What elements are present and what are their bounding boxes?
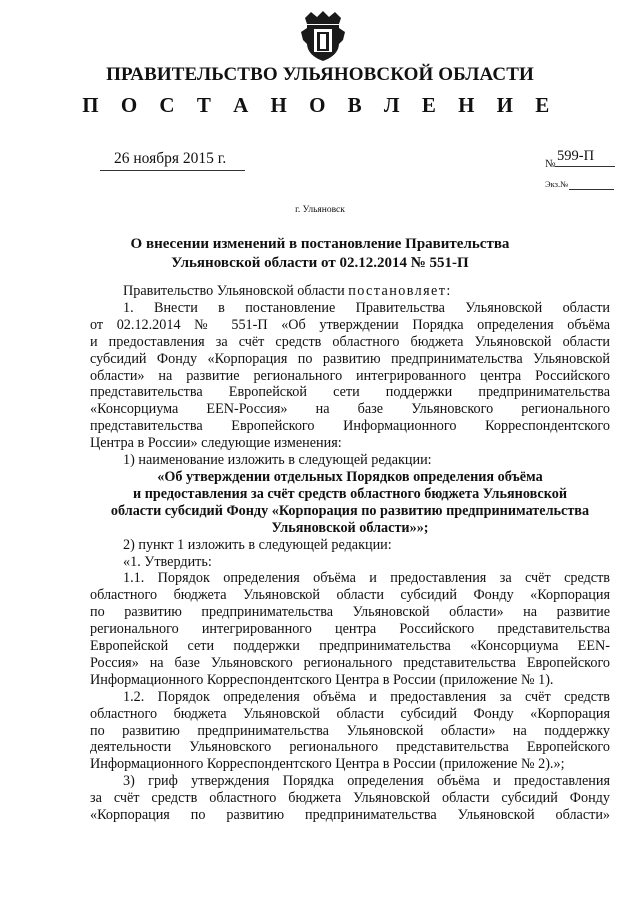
title-line: О внесении изменений в постановление Правительства — [130, 236, 510, 252]
paragraph-line: Информационного Корреспондентского Центра в России (приложение № 2).»; — [90, 756, 565, 773]
document-title — [60, 235, 580, 273]
paragraph-line: Информационного Корреспондентского Центра в России (приложение № 1). — [90, 671, 554, 688]
paragraph-line: 1.2. Порядок определения объёма и предоставления за счёт средств — [123, 688, 610, 705]
intro-text: Правительство Ульяновской области — [123, 283, 349, 299]
number-underline — [555, 166, 615, 167]
paragraph-line: 1.1. Порядок определения объёма и предоставления за счёт средств — [123, 570, 610, 587]
document-type: П О С Т А Н О В Л Е Н И Е — [82, 93, 558, 117]
paragraph-line: за счёт средств областного бюджета Ульяновской области субсидий Фонду — [90, 790, 610, 807]
resolution-intro — [90, 283, 610, 300]
new-title-line: Ульяновской области»»; — [271, 519, 429, 536]
item-2-approve: «1. Утвердить: — [123, 553, 212, 570]
paragraph-line: по развитию предпринимательства Ульяновской области» на поддержку — [90, 722, 610, 739]
paragraph-line: «Консорциума EEN-Россия» на базе Ульяновского регионального — [90, 401, 610, 418]
paragraph-line: 3) гриф утверждения Порядка определения объёма и предоставления — [123, 773, 610, 790]
paragraph-line: от 02.12.2014 № 551-П «Об утверждении Порядка определения объёма — [90, 316, 610, 333]
paragraph-line: областного бюджета Ульяновской области субсидий Фонду «Корпорация — [90, 587, 610, 604]
item-2: 2) пункт 1 изложить в следующей редакции: — [123, 536, 392, 553]
new-title-line: «Об утверждении отдельных Порядков определения объёма — [157, 468, 543, 485]
paragraph-line: представительства Европейского Информационного Корреспондентского — [90, 418, 610, 435]
paragraph-line: субсидий Фонду «Корпорация по развитию предпринимательства Ульяновской — [90, 350, 610, 367]
paragraph-line: области» на развитие регионального интегрированного центра Российского — [90, 367, 610, 384]
government-name: ПРАВИТЕЛЬСТВО УЛЬЯНОВСКОЙ ОБЛАСТИ — [106, 64, 534, 85]
paragraph-line: представительства Европейской сети поддержки предпринимательства — [90, 384, 610, 401]
copy-number-label: Экз.№ — [545, 179, 569, 189]
number-sign: № — [545, 158, 556, 170]
new-title-line: и предоставления за счёт средств областного бюджета Ульяновской — [132, 485, 567, 502]
paragraph-line: и предоставления за счёт средств областного бюджета Ульяновской области — [90, 333, 610, 350]
paragraph-line: 1. Внести в постановление Правительства Ульяновской области — [123, 299, 610, 316]
city: г. Ульяновск — [295, 205, 345, 215]
item-1: 1) наименование изложить в следующей редакции: — [123, 452, 432, 469]
paragraph-line: по развитию предпринимательства Ульяновской области» на развитие — [90, 604, 610, 621]
paragraph-line: областного бюджета Ульяновской области субсидий Фонду «Корпорация — [90, 705, 610, 722]
copy-number-underline — [569, 189, 614, 190]
paragraph-line: Европейской сети поддержки предпринимательства «Консорциума EEN- — [90, 638, 610, 655]
paragraph-line: Центра в России» следующие изменения: — [90, 435, 342, 452]
document-number: 599-П — [557, 148, 595, 164]
date-underline — [100, 170, 245, 171]
document-date: 26 ноября 2015 г. — [114, 150, 227, 167]
intro-verb: постановляет: — [348, 283, 452, 299]
paragraph-line: «Корпорация по развитию предпринимательства Ульяновской области» — [90, 807, 610, 824]
document-body — [90, 283, 610, 824]
paragraph-line: регионального интегрированного центра Российского представительства — [90, 621, 610, 638]
coat-of-arms-icon — [301, 10, 345, 62]
paragraph-line: деятельности Ульяновского регионального представительства Европейского — [90, 739, 610, 756]
paragraph-line: Россия» на базе Ульяновского регионального представительства Европейского — [90, 654, 610, 671]
title-line: Ульяновской области от 02.12.2014 № 551-П — [171, 255, 469, 271]
new-title-line: области субсидий Фонду «Корпорация по развитию предпринимательства — [110, 502, 590, 519]
